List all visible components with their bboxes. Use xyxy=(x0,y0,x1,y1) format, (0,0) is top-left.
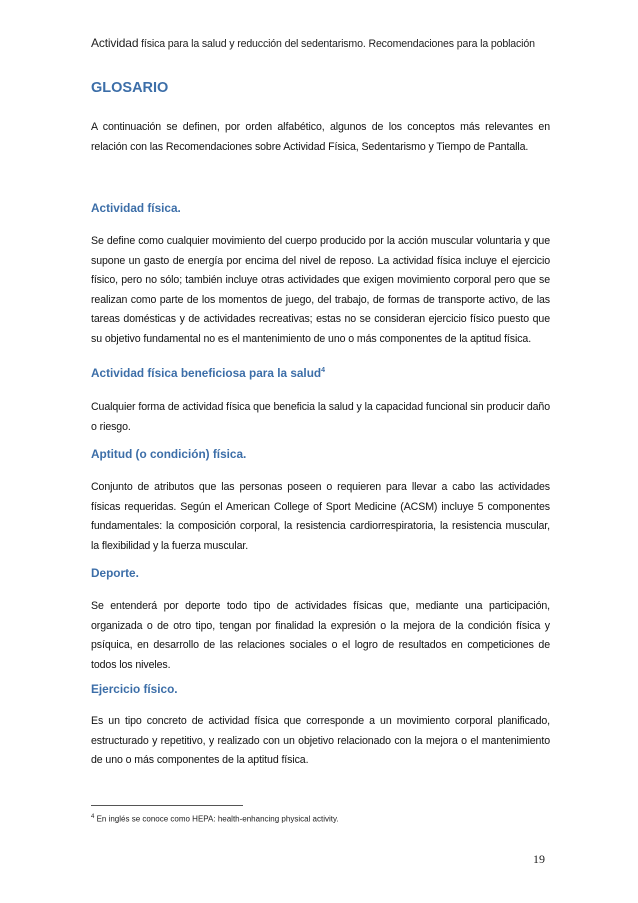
running-header xyxy=(91,36,561,50)
page-number: 19 xyxy=(533,852,545,866)
glossary-term: Deporte. xyxy=(91,566,139,580)
running-header-rest: física para la salud y reducción del sedentarismo. Recomendaciones para la población xyxy=(138,38,535,50)
glossary-definition: Cualquier forma de actividad física que beneficia la salud y la capacidad funcional sin producir daño o riesgo. xyxy=(91,401,550,433)
glossary-term: Actividad física. xyxy=(91,201,181,215)
glossary-definition: Es un tipo concreto de actividad física que corresponde a un movimiento corporal planificado, estructurado y repetitivo, y realizado con un objetivo relacionado con la mejora o el mantenimiento de uno o más componentes de la aptitud física. xyxy=(91,715,550,767)
glossary-definition-block xyxy=(91,597,550,675)
glossary-definition-block xyxy=(91,712,550,771)
footnote-text: En inglés se conoce como HEPA: health-enhancing physical activity. xyxy=(94,814,339,824)
glossary-definition: Se entenderá por deporte todo tipo de actividades físicas que, mediante una participación, organizada o de otro tipo, tengan por finalidad la expresión o la mejora de la condición física y psíquica, en desarrollo de las relaciones sociales o el logro de resultados en competiciones de todos los niveles. xyxy=(91,600,550,671)
footnote xyxy=(91,814,339,824)
running-header-lead: Actividad xyxy=(91,36,139,50)
glossary-definition: Se define como cualquier movimiento del cuerpo producido por la acción muscular voluntaria y que supone un gasto de energía por encima del nivel de reposo. La actividad física incluye el ejercicio físico, pero no sólo; también incluye otras actividades que exigen movimiento corporal pero que se realizan como parte de los momentos de juego, del trabajo, de formas de transporte activo, de las tareas domésticas y de actividades recreativas; estas no se consideran ejercicio físico puesto que su objetivo fundamental no es el mantenimiento de uno o más componentes de la aptitud física. xyxy=(91,235,550,345)
glossary-definition-block xyxy=(91,398,550,437)
glossary-term-text: Actividad física beneficiosa para la salud xyxy=(91,366,322,380)
intro-paragraph: A continuación se definen, por orden alfabético, algunos de los conceptos más relevantes en relación con las Recomendaciones sobre Actividad Física, Sedentarismo y Tiempo de Pantalla. xyxy=(91,121,550,153)
glossary-term xyxy=(91,366,550,380)
footnote-divider xyxy=(91,805,243,806)
glossary-term: Ejercicio físico. xyxy=(91,682,178,696)
intro-section xyxy=(91,118,550,157)
glossary-definition: Conjunto de atributos que las personas poseen o requieren para llevar a cabo las actividades físicas requeridas. Según el American College of Sport Medicine (ACSM) incluye 5 componentes fundamentales: la composición corporal, la resistencia cardiorrespiratoria, la resistencia muscular, la flexibilidad y la fuerza muscular. xyxy=(91,481,550,552)
glossary-definition-block xyxy=(91,478,550,556)
glossary-definition-block xyxy=(91,232,550,350)
glossary-term: Aptitud (o condición) física. xyxy=(91,447,247,461)
footnote-mark: 4 xyxy=(91,814,95,820)
page-title: GLOSARIO xyxy=(91,80,169,96)
footnote-reference: 4 xyxy=(321,367,326,375)
